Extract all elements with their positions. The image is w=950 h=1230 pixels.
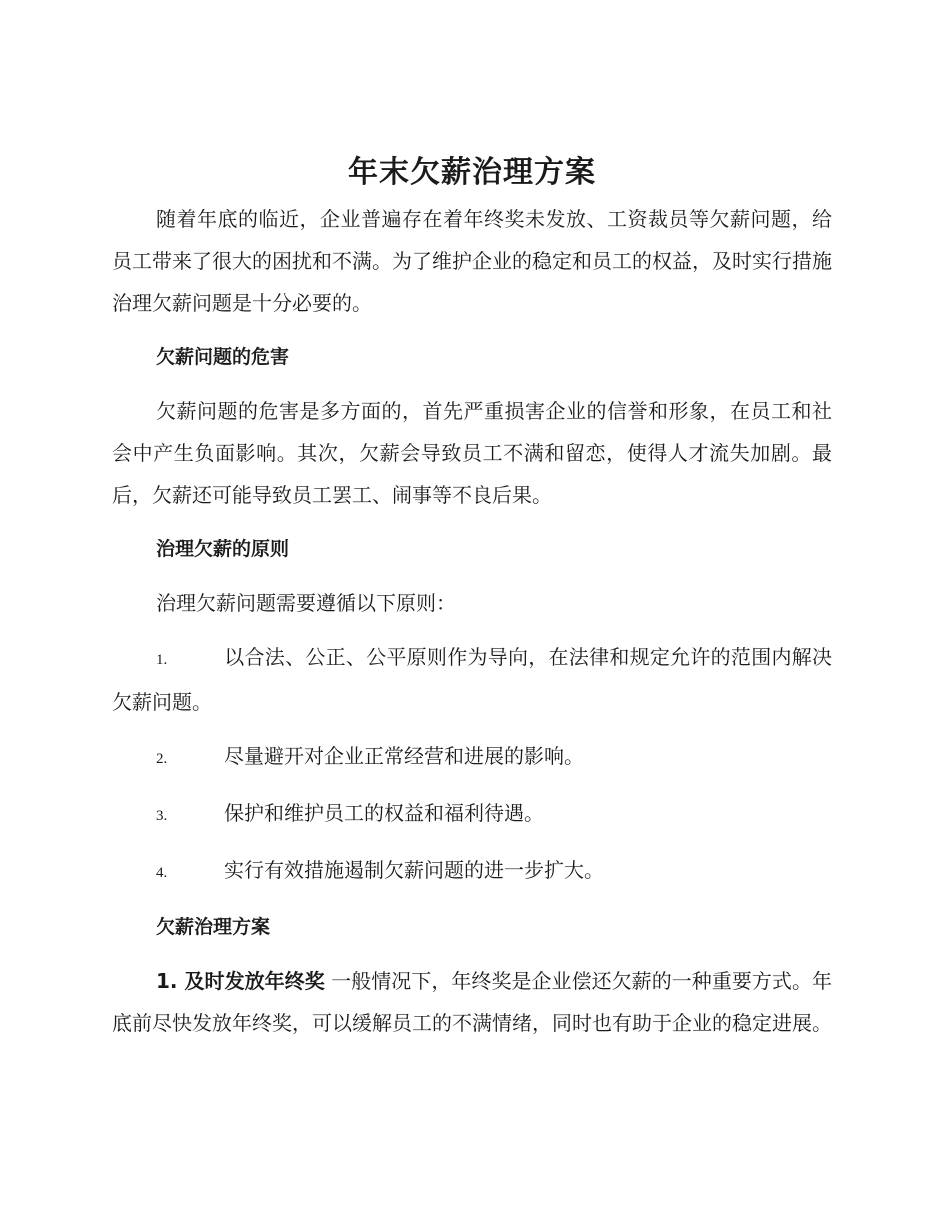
list-number: 3. xyxy=(156,808,168,824)
list-text: 保护和维护员工的权益和福利待遇。 xyxy=(224,801,544,825)
plan-item-body: 一般情况下，年终奖是企业偿还欠薪的一种重要方式。年底前尽快发放年终奖，可以缓解员工的不满情绪，同时也有助于企业的稳定进展。 xyxy=(112,969,832,1035)
principle-item-1 xyxy=(112,636,832,723)
principle-item-3 xyxy=(112,792,832,837)
list-text: 尽量避开对企业正常经营和进展的影响。 xyxy=(224,744,584,768)
plan-item-1 xyxy=(112,960,832,1044)
document-page xyxy=(112,148,832,1044)
document-title: 年末欠薪治理方案 xyxy=(348,155,596,190)
principle-item-4 xyxy=(112,849,832,894)
list-text: 实行有效措施遏制欠薪问题的进一步扩大。 xyxy=(224,858,604,882)
principles-lead: 治理欠薪问题需要遵循以下原则： xyxy=(156,591,456,615)
list-text: 以合法、公正、公平原则作为导向，在法律和规定允许的范围内解决欠薪问题。 xyxy=(112,645,832,714)
principle-item-2 xyxy=(112,735,832,780)
list-number: 2. xyxy=(156,751,168,767)
list-number: 4. xyxy=(156,865,168,881)
intro-paragraph: 随着年底的临近，企业普遍存在着年终奖未发放、工资裁员等欠薪问题，给员工带来了很大的困扰和不满。为了维护企业的稳定和员工的权益，及时实行措施治理欠薪问题是十分必要的。 xyxy=(112,207,832,315)
plan-item-lead: 1. 及时发放年终奖 xyxy=(156,969,325,993)
section-heading-principles: 治理欠薪的原则 xyxy=(156,538,290,560)
harm-paragraph: 欠薪问题的危害是多方面的，首先严重损害企业的信誉和形象，在员工和社会中产生负面影响。其次，欠薪会导致员工不满和留恋，使得人才流失加剧。最后，欠薪还可能导致员工罢工、闹事等不良后果。 xyxy=(112,399,832,507)
list-number: 1. xyxy=(156,652,168,668)
section-heading-harm: 欠薪问题的危害 xyxy=(156,346,290,368)
section-heading-plan: 欠薪治理方案 xyxy=(156,916,271,938)
